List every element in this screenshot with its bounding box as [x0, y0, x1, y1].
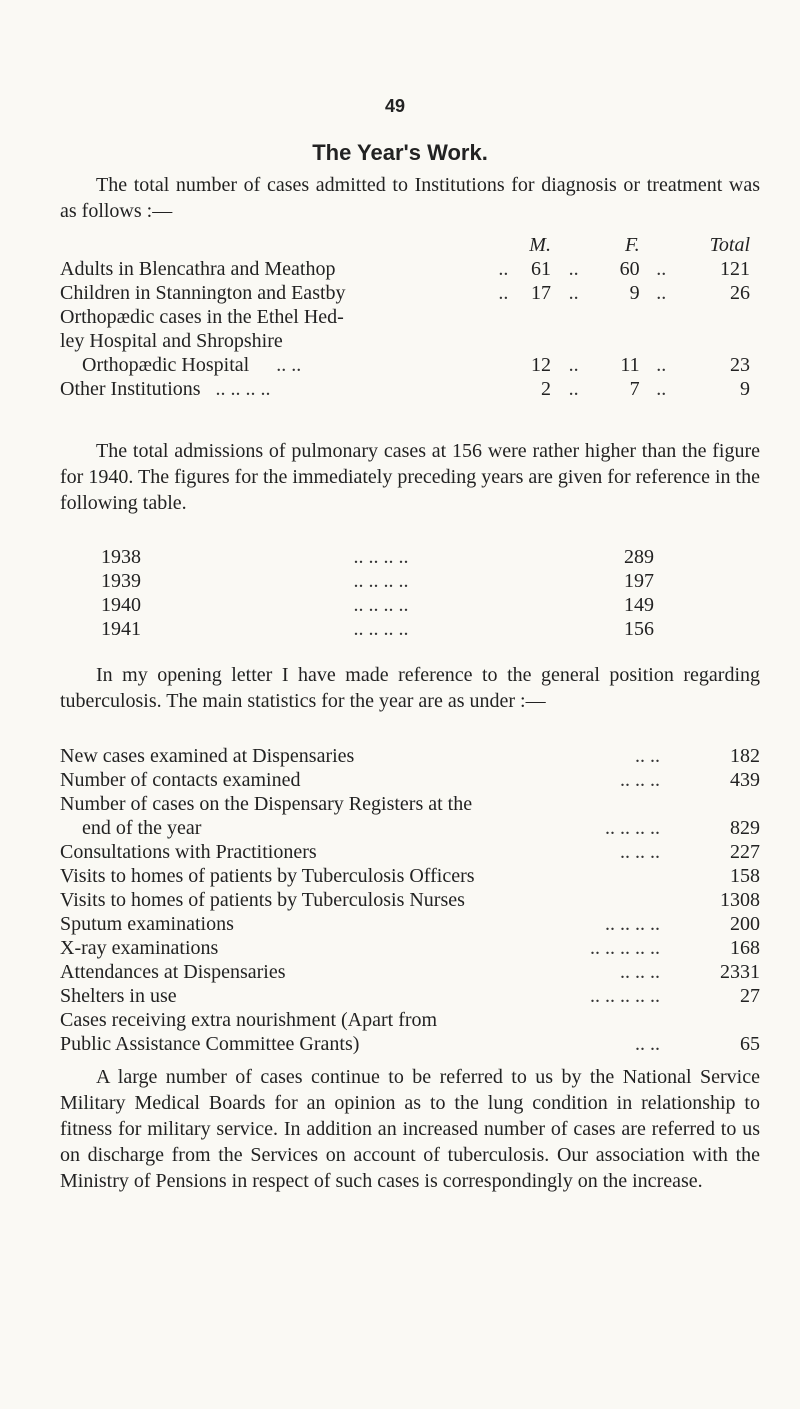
total-count: 121: [720, 258, 750, 280]
row-label-line: ley Hospital and Shropshire: [60, 330, 283, 352]
table-row: [60, 281, 750, 305]
stat-value: 227: [730, 841, 760, 863]
male-count: 12: [530, 354, 551, 376]
table-row: [60, 984, 760, 1008]
stat-value: 182: [730, 745, 760, 767]
row-label-line: [60, 353, 484, 377]
female-count: 7: [629, 378, 640, 400]
leader-dots: .. .. ..: [620, 841, 660, 863]
stat-label: Cases receiving extra nourishment (Apart from: [60, 1009, 438, 1031]
stat-value: 1308: [720, 889, 760, 911]
year-cell: 1939: [101, 570, 141, 592]
table-row: [60, 888, 760, 912]
separator: ..: [568, 282, 579, 304]
year-cell: 1940: [101, 594, 141, 616]
stat-label: Visits to homes of patients by Tuberculosis Officers: [60, 865, 475, 887]
table-row: [60, 864, 760, 888]
separator: ..: [656, 282, 667, 304]
section-heading: The Year's Work.: [312, 140, 488, 165]
statistics-paragraph: [60, 662, 760, 714]
leader-dots: .. .. .. ..: [353, 546, 409, 568]
table-row: [101, 545, 654, 569]
years-table: [101, 545, 654, 641]
separator: ..: [568, 354, 579, 376]
year-cell: 1941: [101, 618, 141, 640]
header-female: F.: [625, 234, 640, 256]
table-row: [60, 936, 760, 960]
leader-dots: .. ..: [635, 745, 660, 767]
separator: ..: [498, 282, 509, 304]
row-label-text: Other Institutions: [60, 378, 201, 400]
stat-label: Number of contacts examined: [60, 769, 301, 791]
table-row: [60, 960, 760, 984]
stat-value: 158: [730, 865, 760, 887]
leader-dots: .. .. .. .. ..: [590, 985, 660, 1007]
total-count: 23: [730, 354, 750, 376]
table-row: [60, 840, 760, 864]
table-row: [60, 768, 760, 792]
table-row: [60, 744, 760, 768]
stat-label-continued: end of the year: [82, 817, 202, 839]
pulmonary-paragraph: [60, 438, 760, 516]
stat-label: Sputum examinations: [60, 913, 234, 935]
leader-dots: .. .. ..: [620, 961, 660, 983]
row-label: Children in Stannington and Eastby: [60, 282, 346, 304]
separator: ..: [498, 258, 509, 280]
intro-paragraph: [60, 172, 760, 224]
pulmonary-text: The total admissions of pulmonary cases at 156 were rather higher than the figure for 1940. The figures for the immediately preceding years are given for reference in the following table.: [60, 440, 760, 514]
total-count: 9: [740, 378, 750, 400]
separator: ..: [656, 378, 667, 400]
stat-value: 439: [730, 769, 760, 791]
separator: ..: [568, 378, 579, 400]
table-row: [101, 569, 654, 593]
male-count: 17: [530, 282, 551, 304]
stat-label: X-ray examinations: [60, 937, 219, 959]
header-total: Total: [709, 234, 750, 256]
stat-label-continued: Public Assistance Committee Grants): [60, 1033, 360, 1055]
table-row: [60, 257, 750, 281]
stat-label: Shelters in use: [60, 985, 177, 1007]
leader-dots: .. .. .. ..: [353, 570, 409, 592]
year-value: 197: [624, 570, 654, 592]
stat-label: Number of cases on the Dispensary Registers at the: [60, 793, 473, 815]
leader-dots: .. ..: [635, 1033, 660, 1055]
male-count: 2: [540, 378, 551, 400]
stat-value: 829: [730, 817, 760, 839]
table-row: [60, 792, 760, 840]
separator: ..: [568, 258, 579, 280]
stat-label: Attendances at Dispensaries: [60, 961, 286, 983]
leader-dots: .. .. ..: [620, 769, 660, 791]
row-label-text: Orthopædic Hospital: [82, 354, 250, 376]
separator: ..: [656, 354, 667, 376]
table-row: [60, 1008, 760, 1056]
stat-value: 2331: [720, 961, 760, 983]
header-male: M.: [529, 234, 551, 256]
statistics-text: In my opening letter I have made reference to the general position regarding tuberculosis. The main statistics for the year are as under :—: [60, 664, 760, 712]
admissions-table: [60, 233, 750, 401]
leader-dots: .. .. .. ..: [605, 817, 660, 839]
female-count: 9: [629, 282, 640, 304]
leader-dots: .. .. .. ..: [215, 378, 271, 400]
stat-label: New cases examined at Dispensaries: [60, 745, 355, 767]
leader-dots: .. .. .. ..: [353, 594, 409, 616]
stat-value: 27: [740, 985, 760, 1007]
closing-paragraph: [60, 1064, 760, 1194]
year-value: 289: [624, 546, 654, 568]
total-count: 26: [730, 282, 750, 304]
female-count: 60: [619, 258, 640, 280]
table-row: [101, 617, 654, 641]
stat-label: Consultations with Practitioners: [60, 841, 317, 863]
statistics-table: [60, 744, 760, 1056]
separator: ..: [656, 258, 667, 280]
row-label-multiline: [60, 305, 484, 377]
table-row: [60, 305, 750, 377]
stat-value: 65: [740, 1033, 760, 1055]
year-value: 156: [624, 618, 654, 640]
row-label: Adults in Blencathra and Meathop: [60, 258, 336, 280]
page-number: 49: [385, 96, 406, 116]
leader-dots: .. .. .. .. ..: [590, 937, 660, 959]
stat-label: Visits to homes of patients by Tuberculosis Nurses: [60, 889, 465, 911]
table-row: [60, 912, 760, 936]
intro-text: The total number of cases admitted to Institutions for diagnosis or treatment was as follows :—: [60, 174, 760, 222]
leader-dots: .. .. .. ..: [605, 913, 660, 935]
leader-dots: .. ..: [276, 354, 302, 376]
stat-value: 200: [730, 913, 760, 935]
female-count: 11: [620, 354, 640, 376]
closing-text: A large number of cases continue to be referred to us by the National Service Military Medical Boards for an opinion as to the lung condition in relationship to fitness for military service. In addition an increased number of cases are referred to us on discharge from the Services on account of tuberculosis. Our association with the Ministry of Pensions in respect of such cases is correspondingly on the increase.: [60, 1066, 760, 1192]
table-row: [101, 593, 654, 617]
male-count: 61: [530, 258, 551, 280]
year-cell: 1938: [101, 546, 141, 568]
table-row: [60, 377, 750, 401]
row-label: [60, 377, 484, 401]
admissions-header-row: [60, 233, 750, 257]
row-label-line: Orthopædic cases in the Ethel Hed-: [60, 306, 344, 328]
stat-value: 168: [730, 937, 760, 959]
leader-dots: .. .. .. ..: [353, 618, 409, 640]
year-value: 149: [624, 594, 654, 616]
